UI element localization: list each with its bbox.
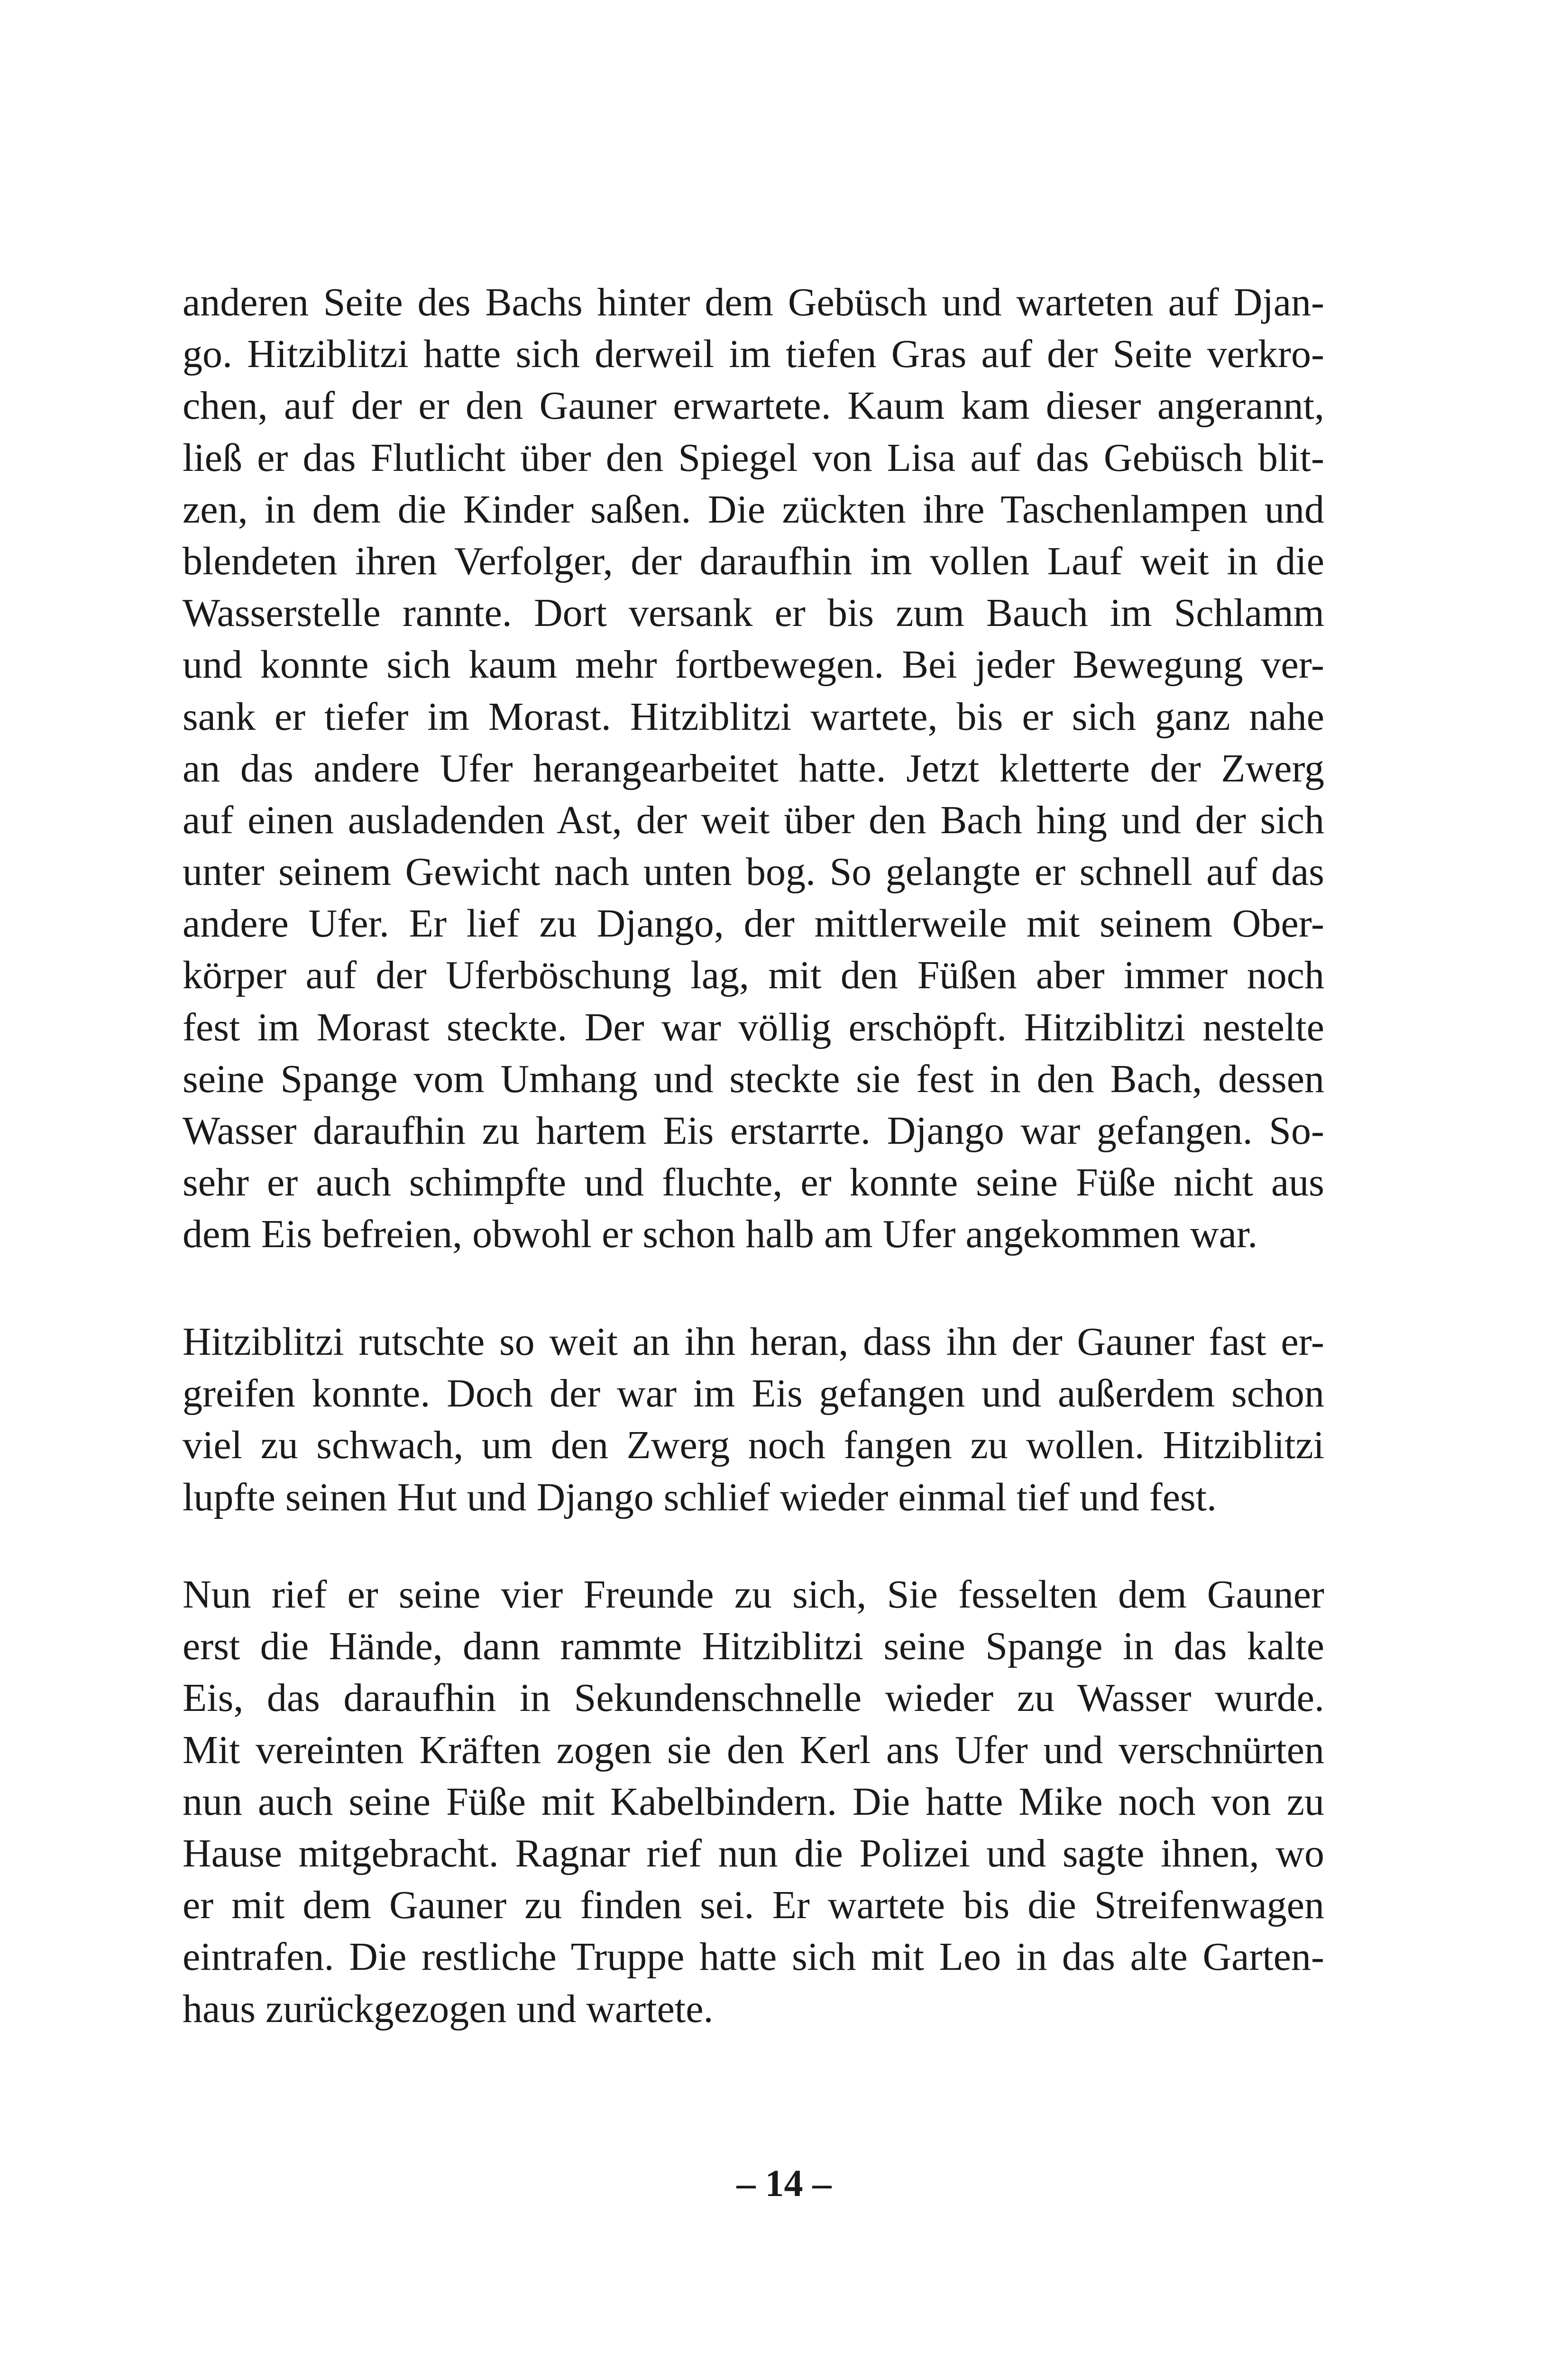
text-line: er mit dem Gauner zu finden sei. Er wartete bis die Streifenwagen [183,1883,1324,1928]
text-line: blendeten ihren Verfolger, der daraufhin im vollen Lauf weit in die [183,539,1324,583]
text-line: nun auch seine Füße mit Kabelbindern. Die hatte Mike noch von zu [183,1779,1324,1824]
text-line: Nun rief er seine vier Freunde zu sich, Sie fesselten dem Gauner [183,1572,1324,1617]
text-line: chen, auf der er den Gauner erwartete. Kaum kam dieser angerannt, [183,384,1324,428]
text-line: auf einen ausladenden Ast, der weit über den Bach hing und der sich [183,798,1324,842]
paragraph-3 [183,1569,1324,2035]
text-line: Mit vereinten Kräften zogen sie den Kerl ans Ufer und verschnürten [183,1728,1324,1772]
text-line: sank er tiefer im Morast. Hitziblitzi wartete, bis er sich ganz nahe [183,694,1324,739]
text-line: ließ er das Flutlicht über den Spiegel von Lisa auf das Gebüsch blit- [183,435,1324,480]
text-line: go. Hitziblitzi hatte sich derweil im tiefen Gras auf der Seite verkro- [183,332,1324,377]
text-line: greifen konnte. Doch der war im Eis gefangen und außerdem schon [183,1371,1324,1416]
text-line: körper auf der Uferböschung lag, mit den Füßen aber immer noch [183,953,1324,998]
text-line: andere Ufer. Er lief zu Django, der mittlerweile mit seinem Ober- [183,901,1324,946]
text-line: Hitziblitzi rutschte so weit an ihn heran, dass ihn der Gauner fast er- [183,1320,1324,1364]
text-line: Wasser daraufhin zu hartem Eis erstarrte. Django war gefangen. So- [183,1109,1324,1153]
paragraph-2 [183,1316,1324,1523]
text-line: unter seinem Gewicht nach unten bog. So gelangte er schnell auf das [183,850,1324,894]
text-line: zen, in dem die Kinder saßen. Die zückten ihre Taschenlampen und [183,487,1324,532]
text-line: Wasserstelle rannte. Dort versank er bis zum Bauch im Schlamm [183,591,1324,635]
text-line: seine Spange vom Umhang und steckte sie fest in den Bach, dessen [183,1057,1324,1101]
text-line: lupfte seinen Hut und Django schlief wieder einmal tief und fest. [183,1475,1217,1519]
text-line: anderen Seite des Bachs hinter dem Gebüsch und warteten auf Djan- [183,280,1324,324]
text-line: und konnte sich kaum mehr fortbewegen. Bei jeder Bewegung ver- [183,643,1324,687]
paragraph-1 [183,276,1324,1260]
text-line: sehr er auch schimpfte und fluchte, er konnte seine Füße nicht aus [183,1160,1324,1205]
text-line: fest im Morast steckte. Der war völlig erschöpft. Hitziblitzi nestelte [183,1005,1324,1049]
text-line: eintrafen. Die restliche Truppe hatte sich mit Leo in das alte Garten- [183,1935,1324,1979]
text-line: an das andere Ufer herangearbeitet hatte. Jetzt kletterte der Zwerg [183,746,1324,790]
text-line: Hause mitgebracht. Ragnar rief nun die Polizei und sagte ihnen, wo [183,1831,1324,1875]
text-line: erst die Hände, dann rammte Hitziblitzi seine Spange in das kalte [183,1624,1324,1669]
text-line: viel zu schwach, um den Zwerg noch fangen zu wollen. Hitziblitzi [183,1423,1324,1468]
text-line: dem Eis befreien, obwohl er schon halb am Ufer angekommen war. [183,1212,1258,1257]
page-number: – 14 – [736,2163,832,2205]
text-line: haus zurückgezogen und wartete. [183,1986,714,2031]
text-line: Eis, das daraufhin in Sekundenschnelle wieder zu Wasser wurde. [183,1676,1324,1720]
